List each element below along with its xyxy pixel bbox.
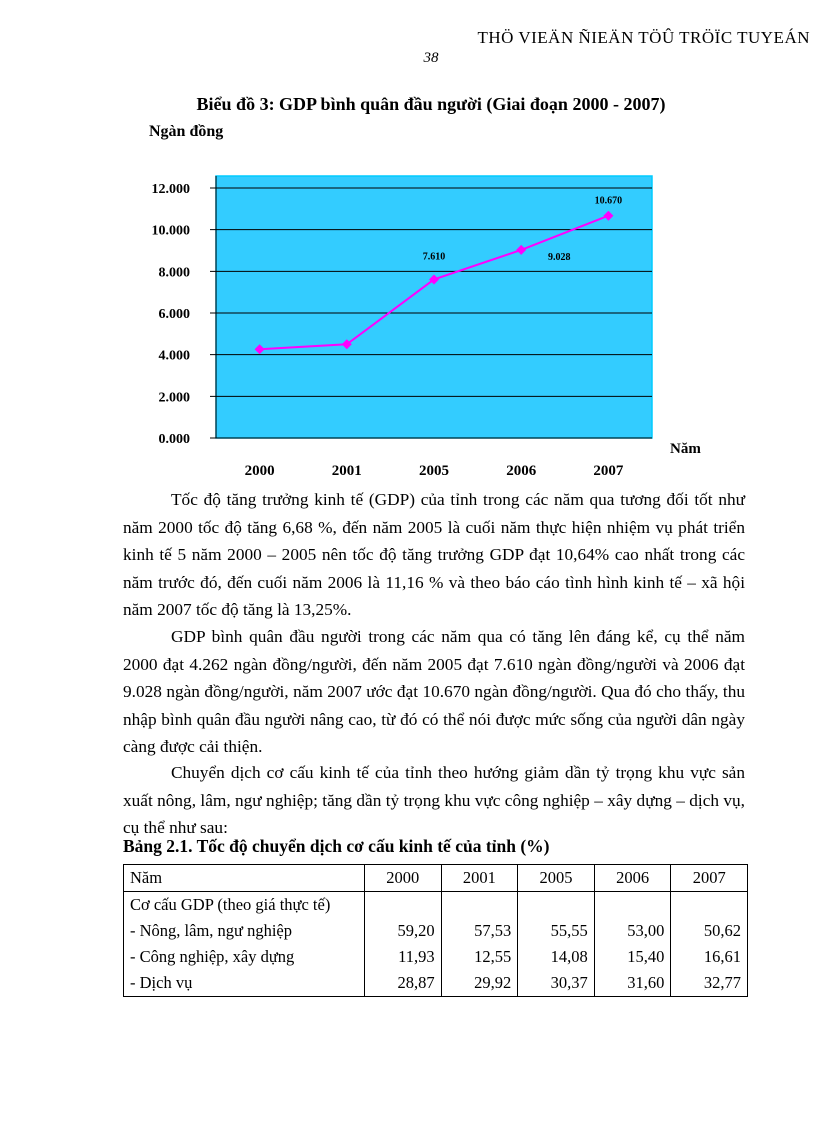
table-row-label: - Dịch vụ: [124, 970, 365, 997]
y-tick-label: 0.000: [158, 432, 190, 447]
paragraph-growth-rate: [123, 486, 745, 624]
x-tick-label: 2000: [244, 463, 275, 479]
data-label: 10.670: [594, 195, 623, 207]
table-year-header: 2005: [518, 865, 595, 892]
paragraph-text: Tốc độ tăng trưởng kinh tế (GDP) của tỉnh trong các năm qua tương đối tốt như năm 2000 tốc độ tăng 6,68 %, đến năm 2005 là cuối năm thực hiện nhiệm vụ phát triển kinh tế 5 năm 2000 – 2005 nên tốc độ tăng trưởng GDP đạt 10,64% cao nhất trong các năm trước đó, đến cuối năm 2006 là 11,16 % và theo báo cáo tình hình kinh tế – xã hội năm 2007 tốc độ tăng là 13,25%.: [123, 490, 745, 619]
y-tick-label: 2.000: [158, 390, 190, 406]
table-cell: 59,20: [365, 918, 442, 944]
table-cell: 16,61: [671, 944, 748, 970]
table-cell: 15,40: [594, 944, 671, 970]
table-year-header: 2001: [441, 865, 518, 892]
table-title: Bảng 2.1. Tốc độ chuyển dịch cơ cấu kinh tế của tỉnh (%): [123, 836, 550, 856]
chart-title: Biểu đồ 3: GDP bình quân đầu người (Giai đoạn 2000 - 2007): [196, 94, 666, 114]
paragraph-gdp-per-capita: [123, 623, 745, 761]
x-tick-label: 2001: [331, 463, 362, 479]
table-cell: 50,62: [671, 918, 748, 944]
gdp-line-chart: [0, 0, 816, 490]
table-cell: 12,55: [441, 944, 518, 970]
table-cell: 57,53: [441, 918, 518, 944]
table-header-label: Năm: [124, 865, 365, 892]
table-row: [124, 918, 748, 944]
table-cell: 28,87: [365, 970, 442, 997]
data-label: 9.028: [547, 251, 571, 263]
economic-structure-table: [123, 864, 748, 997]
y-tick-label: 4.000: [158, 348, 190, 364]
y-tick-label: 8.000: [158, 265, 190, 281]
library-header: THÖ VIEÄN ÑIEÄN TÖÛ TRÖÏC TUYEÁN: [477, 28, 810, 47]
table-cell: 14,08: [518, 944, 595, 970]
table-cell: 30,37: [518, 970, 595, 997]
page-number: 38: [423, 50, 439, 66]
paragraph-structure-shift: [123, 759, 745, 842]
table-group-row: [124, 892, 748, 919]
table-cell: 32,77: [671, 970, 748, 997]
data-label: 7.610: [422, 251, 446, 263]
chart-y-unit-label: Ngàn đồng: [149, 123, 224, 140]
table-year-header: 2000: [365, 865, 442, 892]
table-row-label: - Công nghiệp, xây dựng: [124, 944, 365, 970]
table-cell: 55,55: [518, 918, 595, 944]
plot-area: [216, 176, 652, 438]
table-row: [124, 970, 748, 997]
y-tick-label: 6.000: [158, 307, 190, 322]
y-tick-label: 10.000: [151, 223, 190, 239]
table-header-row: [124, 865, 748, 892]
table-cell: 11,93: [365, 944, 442, 970]
table-cell: 31,60: [594, 970, 671, 997]
paragraph-text: GDP bình quân đầu người trong các năm qua có tăng lên đáng kể, cụ thể năm 2000 đạt 4.262 ngàn đồng/người, đến năm 2005 đạt 7.610 ngàn đồng/người và 2006 đạt 9.028 ngàn đồng/người, năm 2007 ước đạt 10.670 ngàn đồng/người. Qua đó cho thấy, thu nhập bình quân đầu người nâng cao, từ đó có thể nói được mức sống của người dân ngày càng được cải thiện.: [123, 627, 745, 756]
table-row-label: - Nông, lâm, ngư nghiệp: [124, 918, 365, 944]
table-cell: 53,00: [594, 918, 671, 944]
x-axis-label: Năm: [670, 441, 701, 457]
y-tick-label: 12.000: [151, 182, 190, 197]
x-tick-label: 2005: [419, 463, 449, 479]
x-tick-label: 2006: [506, 463, 537, 479]
table-year-header: 2007: [671, 865, 748, 892]
table-group-label: Cơ cấu GDP (theo giá thực tế): [124, 892, 365, 919]
table-year-header: 2006: [594, 865, 671, 892]
x-tick-label: 2007: [593, 463, 624, 479]
paragraph-text: Chuyển dịch cơ cấu kinh tế của tỉnh theo hướng giảm dần tỷ trọng khu vực sản xuất nông, lâm, ngư nghiệp; tăng dần tỷ trọng khu vực công nghiệp – xây dựng – dịch vụ, cụ thể như sau:: [123, 763, 745, 837]
table-row: [124, 944, 748, 970]
table-cell: 29,92: [441, 970, 518, 997]
